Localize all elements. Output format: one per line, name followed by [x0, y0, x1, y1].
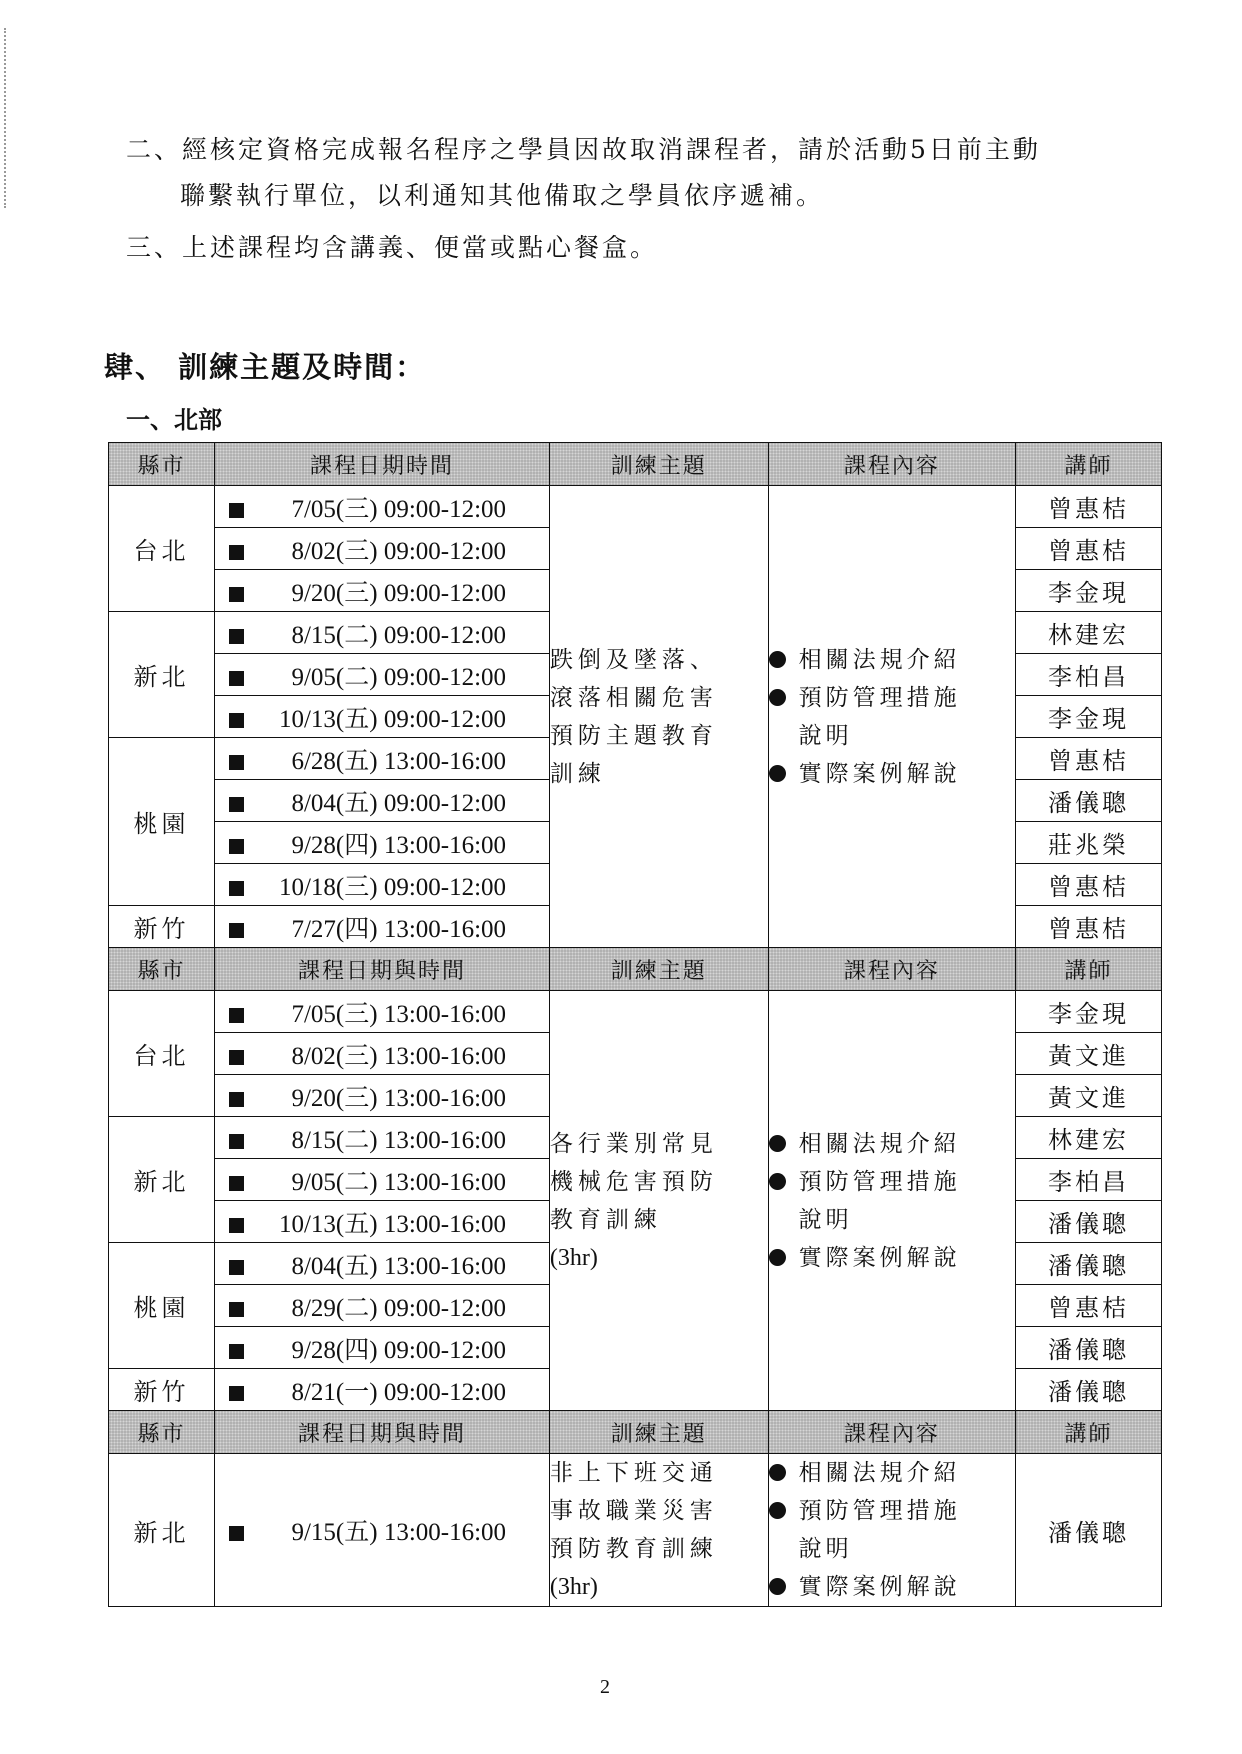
session-date: 9/15(五) 13:00-16:00	[291, 1519, 507, 1546]
session-date: 10/13(五) 09:00-12:00	[278, 705, 507, 733]
course-content-list	[769, 1454, 1016, 1606]
session-date: 9/20(三) 13:00-16:00	[291, 1084, 507, 1112]
instructor-cell: 曾惠桔	[1016, 864, 1162, 906]
instructor-cell: 李柏昌	[1016, 1159, 1162, 1201]
table-header-row	[109, 1411, 1162, 1454]
instructor-cell: 曾惠桔	[1016, 486, 1162, 528]
city-cell: 新北	[109, 1454, 215, 1607]
table-header-row	[109, 948, 1162, 991]
course-content-text: 說明	[798, 1206, 853, 1233]
session-date-cell	[215, 570, 550, 612]
bullet-dot-icon	[769, 1135, 786, 1152]
course-content-text: 實際案例解說	[798, 1244, 961, 1271]
course-content-cell	[768, 991, 1016, 1411]
column-header-topic: 訓練主題	[549, 948, 768, 991]
session-date-cell	[215, 1159, 550, 1201]
city-cell: 台北	[109, 486, 215, 612]
square-bullet-icon	[229, 1260, 244, 1275]
instructor-cell: 李金現	[1016, 991, 1162, 1033]
section-title: 肆、 訓練主題及時間：	[104, 350, 427, 384]
instructor-cell: 潘儀聰	[1016, 780, 1162, 822]
session-date: 7/05(三) 13:00-16:00	[291, 1000, 507, 1028]
bullet-dot-icon	[769, 1578, 786, 1595]
instructor-cell: 李柏昌	[1016, 654, 1162, 696]
session-date-cell	[215, 780, 550, 822]
session-date: 8/29(二) 09:00-12:00	[291, 1294, 507, 1322]
course-content-text: 預防管理措施	[798, 684, 961, 711]
square-bullet-icon	[229, 1008, 244, 1023]
session-date-cell	[215, 738, 550, 780]
training-topic-line: 訓練	[549, 760, 606, 787]
session-date-cell	[215, 1243, 550, 1285]
table-row	[109, 991, 1162, 1033]
session-date: 8/15(二) 09:00-12:00	[291, 621, 507, 649]
training-topic-line: 教育訓練	[549, 1206, 662, 1233]
course-content-item	[769, 755, 1016, 793]
course-content-text: 相關法規介紹	[798, 646, 961, 673]
paragraph-item-2-line-2: 聯繫執行單位，以利通知其他備取之學員依序遞補。	[180, 181, 825, 210]
table-row	[109, 1454, 1162, 1607]
training-topic-line: (3hr)	[549, 1244, 598, 1271]
session-date-cell	[215, 1369, 550, 1411]
instructor-cell: 黃文進	[1016, 1033, 1162, 1075]
course-content-list	[769, 1125, 1016, 1277]
column-header-instructor: 講師	[1016, 948, 1162, 991]
session-date-cell	[215, 1075, 550, 1117]
bullet-dot-icon	[769, 1173, 786, 1190]
instructor-cell: 曾惠桔	[1016, 1285, 1162, 1327]
training-topic-line: 跌倒及墜落、	[549, 646, 718, 673]
square-bullet-icon	[229, 1176, 244, 1191]
bullet-dot-icon	[769, 765, 786, 782]
session-date: 9/05(二) 09:00-12:00	[291, 663, 507, 691]
course-content-text: 說明	[798, 722, 853, 749]
instructor-cell: 潘儀聰	[1016, 1454, 1162, 1607]
session-date-cell	[215, 822, 550, 864]
bullet-dot-icon	[769, 1249, 786, 1266]
course-content-item	[769, 1125, 1016, 1163]
session-date: 9/28(四) 09:00-12:00	[291, 1336, 507, 1364]
session-date: 8/02(三) 13:00-16:00	[291, 1042, 507, 1070]
training-topic-line: 預防主題教育	[549, 722, 718, 749]
session-date: 9/20(三) 09:00-12:00	[291, 579, 507, 607]
course-content-text: 相關法規介紹	[798, 1460, 961, 1486]
session-date: 9/28(四) 13:00-16:00	[291, 831, 507, 859]
column-header-instructor: 講師	[1016, 443, 1162, 486]
square-bullet-icon	[229, 923, 244, 938]
session-date-cell	[215, 906, 550, 948]
column-header-date: 課程日期與時間	[215, 1411, 550, 1454]
schedule-table	[108, 442, 1162, 1607]
square-bullet-icon	[229, 1302, 244, 1317]
instructor-cell: 曾惠桔	[1016, 906, 1162, 948]
course-content-item	[769, 1163, 1016, 1239]
session-date-cell	[215, 528, 550, 570]
column-header-content: 課程內容	[768, 443, 1016, 486]
square-bullet-icon	[229, 671, 244, 686]
square-bullet-icon	[229, 881, 244, 896]
bullet-dot-icon	[769, 689, 786, 706]
course-content-item	[769, 641, 1016, 679]
session-date: 8/15(二) 13:00-16:00	[291, 1126, 507, 1154]
square-bullet-icon	[229, 545, 244, 560]
column-header-instructor: 講師	[1016, 1411, 1162, 1454]
course-content-item	[769, 1568, 1016, 1606]
square-bullet-icon	[229, 713, 244, 728]
instructor-cell: 潘儀聰	[1016, 1201, 1162, 1243]
session-date-cell	[215, 1201, 550, 1243]
training-topic-line: 非上下班交通	[549, 1460, 718, 1486]
session-date-cell	[215, 1117, 550, 1159]
instructor-cell: 曾惠桔	[1016, 528, 1162, 570]
course-content-text: 實際案例解說	[798, 1574, 961, 1600]
square-bullet-icon	[229, 1092, 244, 1107]
column-header-content: 課程內容	[768, 948, 1016, 991]
city-cell: 桃園	[109, 1243, 215, 1369]
square-bullet-icon	[229, 797, 244, 812]
course-content-item	[769, 1492, 1016, 1568]
course-content-cell	[768, 1454, 1016, 1607]
instructor-cell: 潘儀聰	[1016, 1369, 1162, 1411]
training-topic-cell	[549, 486, 768, 948]
course-content-text: 說明	[798, 1536, 853, 1562]
bullet-dot-icon	[769, 651, 786, 668]
square-bullet-icon	[229, 1050, 244, 1065]
square-bullet-icon	[229, 755, 244, 770]
column-header-topic: 訓練主題	[549, 1411, 768, 1454]
table-row	[109, 486, 1162, 528]
session-date-cell	[215, 612, 550, 654]
session-date-cell	[215, 1327, 550, 1369]
session-date-cell	[215, 1285, 550, 1327]
course-content-text: 預防管理措施	[798, 1168, 961, 1195]
training-topic-cell	[549, 1454, 768, 1607]
square-bullet-icon	[229, 839, 244, 854]
column-header-date: 課程日期與時間	[215, 948, 550, 991]
instructor-cell: 李金現	[1016, 570, 1162, 612]
instructor-cell: 潘儀聰	[1016, 1243, 1162, 1285]
city-cell: 新北	[109, 1117, 215, 1243]
instructor-cell: 黃文進	[1016, 1075, 1162, 1117]
column-header-content: 課程內容	[768, 1411, 1016, 1454]
instructor-cell: 李金現	[1016, 696, 1162, 738]
instructor-cell: 潘儀聰	[1016, 1327, 1162, 1369]
paragraph-item-2-line-1: 二、經核定資格完成報名程序之學員因故取消課程者，請於活動5日前主動	[126, 135, 1041, 164]
column-header-topic: 訓練主題	[549, 443, 768, 486]
square-bullet-icon	[229, 587, 244, 602]
course-content-item	[769, 1239, 1016, 1277]
city-cell: 新北	[109, 612, 215, 738]
course-content-text: 實際案例解說	[798, 760, 961, 787]
session-date: 8/02(三) 09:00-12:00	[291, 537, 507, 565]
session-date: 8/04(五) 13:00-16:00	[291, 1252, 507, 1280]
bullet-dot-icon	[769, 1502, 786, 1519]
square-bullet-icon	[229, 1218, 244, 1233]
subsection-title: 一、北部	[126, 406, 222, 434]
course-content-list	[769, 641, 1016, 793]
instructor-cell: 林建宏	[1016, 1117, 1162, 1159]
course-content-cell	[768, 486, 1016, 948]
session-date-cell	[215, 1033, 550, 1075]
square-bullet-icon	[229, 629, 244, 644]
course-content-text: 相關法規介紹	[798, 1130, 961, 1157]
session-date: 10/13(五) 13:00-16:00	[278, 1210, 507, 1238]
square-bullet-icon	[229, 1526, 244, 1541]
paragraph-item-3: 三、上述課程均含講義、便當或點心餐盒。	[126, 233, 659, 262]
session-date: 8/21(一) 09:00-12:00	[291, 1378, 507, 1406]
session-date: 9/05(二) 13:00-16:00	[291, 1168, 507, 1196]
square-bullet-icon	[229, 1386, 244, 1401]
session-date: 7/05(三) 09:00-12:00	[291, 495, 507, 523]
session-date-cell	[215, 1454, 550, 1607]
instructor-cell: 莊兆榮	[1016, 822, 1162, 864]
session-date-cell	[215, 654, 550, 696]
square-bullet-icon	[229, 503, 244, 518]
session-date: 10/18(三) 09:00-12:00	[278, 873, 507, 901]
session-date-cell	[215, 864, 550, 906]
course-content-text: 預防管理措施	[798, 1498, 961, 1524]
session-date: 7/27(四) 13:00-16:00	[291, 915, 507, 943]
column-header-date: 課程日期時間	[215, 443, 550, 486]
session-date-cell	[215, 486, 550, 528]
course-content-item	[769, 1454, 1016, 1492]
table-header-row	[109, 443, 1162, 486]
city-cell: 台北	[109, 991, 215, 1117]
bullet-dot-icon	[769, 1464, 786, 1481]
session-date: 8/04(五) 09:00-12:00	[291, 789, 507, 817]
city-cell: 新竹	[109, 1369, 215, 1411]
course-content-item	[769, 679, 1016, 755]
instructor-cell: 曾惠桔	[1016, 738, 1162, 780]
page-number: 2	[600, 1676, 610, 1698]
training-topic-line: (3hr)	[549, 1574, 598, 1600]
instructor-cell: 林建宏	[1016, 612, 1162, 654]
training-topic-line: 事故職業災害	[549, 1498, 718, 1524]
column-header-city: 縣市	[109, 1411, 215, 1454]
session-date-cell	[215, 991, 550, 1033]
training-topic-cell	[549, 991, 768, 1411]
scan-edge-mark	[4, 28, 8, 208]
training-topic-line: 預防教育訓練	[549, 1536, 718, 1562]
city-cell: 新竹	[109, 906, 215, 948]
column-header-city: 縣市	[109, 948, 215, 991]
column-header-city: 縣市	[109, 443, 215, 486]
square-bullet-icon	[229, 1134, 244, 1149]
city-cell: 桃園	[109, 738, 215, 906]
training-topic-line: 機械危害預防	[549, 1168, 718, 1195]
square-bullet-icon	[229, 1344, 244, 1359]
training-topic-line: 各行業別常見	[549, 1130, 718, 1157]
session-date-cell	[215, 696, 550, 738]
training-topic-line: 滾落相關危害	[549, 684, 718, 711]
session-date: 6/28(五) 13:00-16:00	[291, 747, 507, 775]
